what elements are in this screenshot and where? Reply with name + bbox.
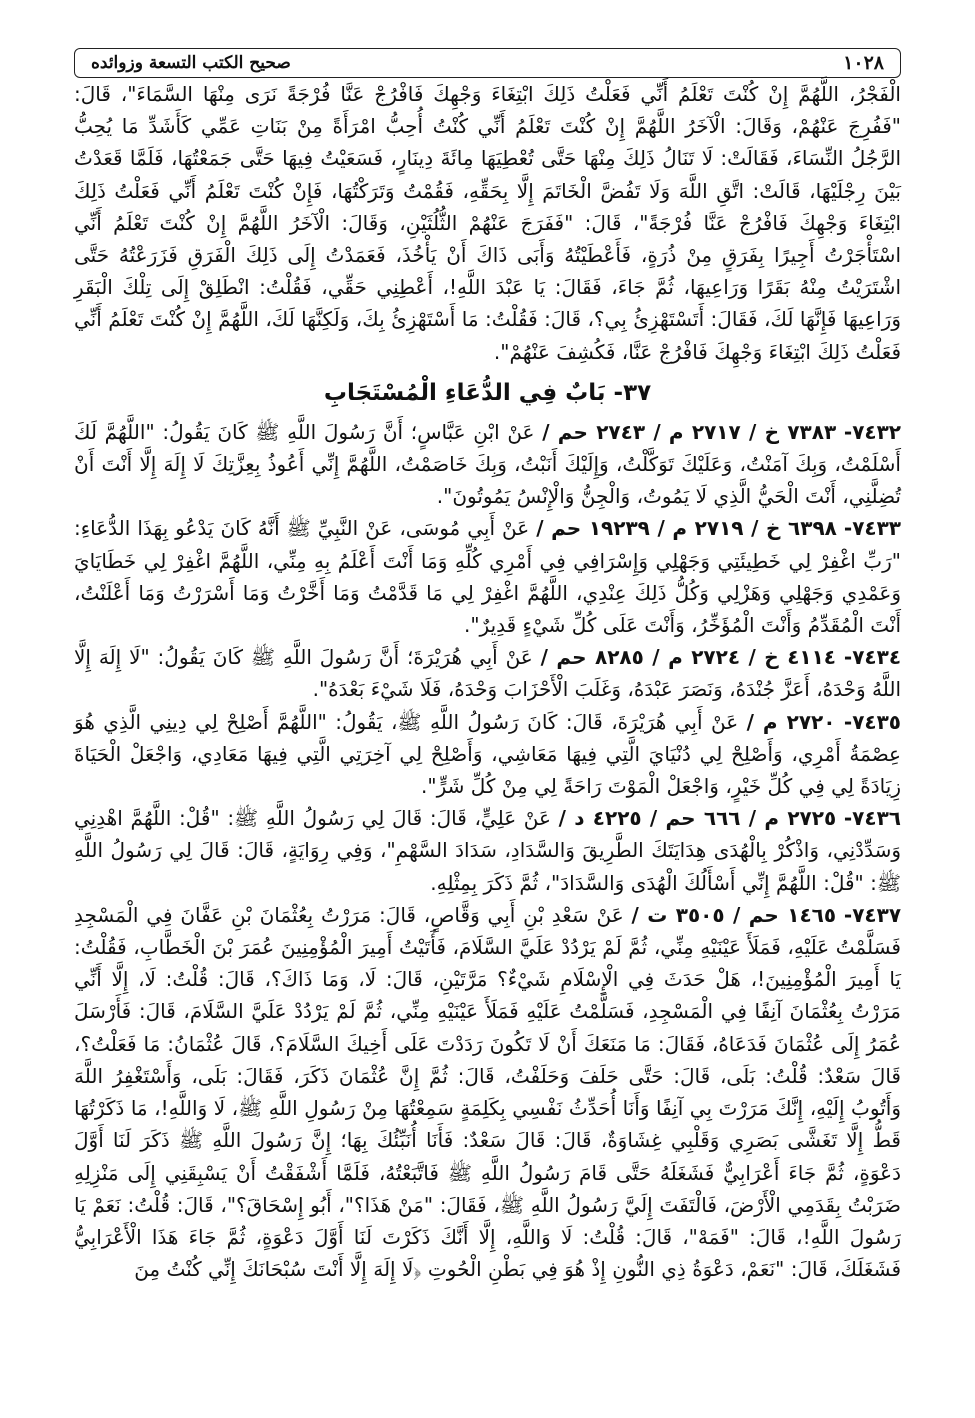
hadith-number: ٧٤٣٢-: [843, 419, 902, 444]
hadith-sources: ٢٧٢٠ م /: [746, 709, 836, 734]
hadith-sources: ٧٣٨٣ خ / ٢٧١٧ م / ٢٧٤٣ حم /: [542, 419, 837, 444]
hadith-7437: [74, 899, 901, 1285]
hadith-text: عَنْ سَعْدِ بْنِ أَبِي وَقَّاصٍ، قَالَ: مَرَرْتُ بِعُثْمَانَ بْنِ عَفَّانَ فِي الْمَسْجِدِ فَسَلَّمْتُ عَلَيْهِ، فَمَلَأَ عَيْنَيْهِ مِنِّي، ثُمَّ لَمْ يَرْدُدْ عَلَيَّ السَّلَامَ، فَأَتَيْتُ أَمِيرَ الْمُؤْمِنِينَ عُمَرَ بْنَ الْخَطَّابِ، فَقُلْتُ: يَا أَمِيرَ الْمُؤْمِنِينَ!، هَلْ حَدَثَ فِي الْإِسْلَامِ شَيْءٌ؟ مَرَّتَيْنِ، قَالَ: لَا، وَمَا ذَاكَ؟، قَالَ: قُلْتُ: لَا، إِلَّا أَنِّي مَرَرْتُ بِعُثْمَانَ آنِفًا فِي الْمَسْجِدِ، فَسَلَّمْتُ عَلَيْهِ فَمَلَأَ عَيْنَيْهِ مِنِّي، ثُمَّ لَمْ يَرْدُدْ عَلَيَّ السَّلَامَ، قَالَ: فَأَرْسَلَ عُمَرُ إِلَى عُثْمَانَ فَدَعَاهُ، فَقَالَ: مَا مَنَعَكَ أَنْ لَا تَكُونَ رَدَدْتَ عَلَى أَخِيكَ السَّلَامَ؟، قَالَ عُثْمَانُ: مَا فَعَلْتُ؟، قَالَ سَعْدٌ: قُلْتُ: بَلَى، قَالَ: حَتَّى حَلَفَ وَحَلَفْتُ، قَالَ: ثُمَّ إِنَّ عُثْمَانَ ذَكَرَ، فَقَالَ: بَلَى، وَأَسْتَغْفِرُ اللَّهَ وَأَتُوبُ إِلَيْهِ، إِنَّكَ مَرَرْتَ بِي آنِفًا وَأَنَا أُحَدِّثُ نَفْسِي بِكَلِمَةٍ سَمِعْتُهَا مِنْ رَسُولِ اللَّهِ ﷺ، لَا وَاللَّهِ!، مَا ذَكَرْتُهَا قَطُّ إِلَّا تَغَشَّى بَصَرِي وَقَلْبِي غِشَاوَةٌ، قَالَ: قَالَ سَعْدٌ: فَأَنَا أُنَبِّئُكَ بِهَا؛ إِنَّ رَسُولَ اللَّهِ ﷺ ذَكَرَ لَنَا أَوَّلَ دَعْوَةٍ، ثُمَّ جَاءَ أَعْرَابِيٌّ فَشَغَلَهُ حَتَّى قَامَ رَسُولُ اللَّهِ ﷺ فَاتَّبَعْتُهُ، فَلَمَّا أَشْفَقْتُ أَنْ يَسْبِقَنِي إِلَى مَنْزِلِهِ ضَرَبْتُ بِقَدَمِي الْأَرْضَ، فَالْتَفَتَ إِلَيَّ رَسُولُ اللَّهِ ﷺ، فَقَالَ: "مَنْ هَذَا؟"، أَبُو إِسْحَاقَ؟"، قَالَ: قُلْتُ: نَعَمْ يَا رَسُولَ اللَّهِ!، قَالَ: "فَمَهْ"، قَالَ: قُلْتُ: لَا وَاللَّهِ، إِلَّا أَنَّكَ ذَكَرْتَ لَنَا أَوَّلَ دَعْوَةٍ، ثُمَّ جَاءَ هَذَا الْأَعْرَابِيُّ فَشَغَلَكَ، قَالَ: "نَعَمْ، دَعْوَةُ ذِي النُّونِ إِذْ هُوَ فِي بَطْنِ الْحُوتِ ﴿لَا إِلَهَ إِلَّا أَنْتَ سُبْحَانَكَ إِنِّي كُنْتُ مِنَ: [74, 902, 901, 1282]
hadith-7436: [74, 802, 901, 899]
hadith-text: عَنْ ابْنِ عَبَّاسٍ؛ أَنَّ رَسُولَ اللَّهِ ﷺ كَانَ يَقُولُ: "اللَّهُمَّ لَكَ أَسْلَمْتُ، وَبِكَ آمَنْتُ، وَعَلَيْكَ تَوَكَّلْتُ، وَإِلَيْكَ أَنَبْتُ، وَبِكَ خَاصَمْتُ، اللَّهُمَّ إِنِّي أَعُوذُ بِعِزَّتِكَ لَا إِلَهَ إِلَّا أَنْتَ أَنْ تُضِلَّنِي، أَنْتَ الْحَيُّ الَّذِي لَا يَمُوتُ، وَالْجِنُّ وَالْإِنْسُ يَمُوتُونَ".: [74, 419, 901, 509]
hadith-sources: ٤١١٤ خ / ٢٧٢٤ م / ٨٢٨٥ حم /: [540, 645, 837, 670]
hadith-number: ٧٤٣٥-: [843, 709, 902, 734]
hadith-number: ٧٤٣٣-: [843, 516, 902, 541]
chapter-title: ٣٧- بَابٌ فِي الدُّعَاءِ الْمُسْتَجَابِ: [323, 379, 652, 406]
hadith-7433: [74, 512, 901, 641]
hadith-sources: ٦٣٩٨ خ / ٢٧١٩ م / ١٩٢٣٩ حم /: [536, 516, 837, 541]
hadith-text: عَنْ أَبِي هُرَيْرَةَ؛ أَنَّ رَسُولَ اللَّهِ ﷺ كَانَ يَقُولُ: "لَا إِلَهَ إِلَّا اللَّهُ وَحْدَهُ، أَعَزَّ جُنْدَهُ، وَنَصَرَ عَبْدَهُ، وَغَلَبَ الْأَحْزَابَ وَحْدَهُ، فَلَا شَيْءَ بَعْدَهُ".: [74, 645, 901, 702]
hadith-7434: [74, 641, 901, 705]
hadith-number: ٧٤٣٤-: [843, 645, 902, 670]
page-number: ١٠٢٨: [843, 52, 884, 74]
hadith-sources: ١٤٦٥ حم / ٣٥٠٥ ت /: [631, 902, 837, 927]
hadith-number: ٧٤٣٦-: [843, 806, 901, 831]
book-title: صحيح الكتب التسعة وزوائده: [91, 53, 291, 73]
page-header: [74, 48, 901, 78]
hadith-text: عَنْ أَبِي مُوسَى، عَنْ النَّبِيِّ ﷺ أَنَّهُ كَانَ يَدْعُو بِهَذَا الدُّعَاءِ: "رَبِّ اغْفِرْ لِي خَطِيئَتِي وَجَهْلِي وَإِسْرَافِي فِي أَمْرِي كُلِّهِ وَمَا أَنْتَ أَعْلَمُ بِهِ مِنِّي، اللَّهُمَّ اغْفِرْ لِي خَطَايَايَ وَعَمْدِي وَجَهْلِي وَهَزْلِي وَكُلُّ ذَلِكَ عِنْدِي، اللَّهُمَّ اغْفِرْ لِي مَا قَدَّمْتُ وَمَا أَخَّرْتُ وَمَا أَسْرَرْتُ وَمَا أَعْلَنْتُ، أَنْتَ الْمُقَدِّمُ وَأَنْتَ الْمُؤَخِّرُ، وَأَنْتَ عَلَى كُلِّ شَيْءٍ قَدِيرٌ".: [74, 516, 901, 638]
intro-paragraph: الْفَجْرُ، اللَّهُمَّ إِنْ كُنْتَ تَعْلَمُ أَنِّي فَعَلْتُ ذَلِكَ ابْتِغَاءَ وَجْهِكَ فَافْرُجْ عَنَّا فُرْجَةً نَرَى مِنْهَا السَّمَاءَ"، قَالَ: "فَفُرِجَ عَنْهُمْ، وَقَالَ: الْآخَرُ اللَّهُمَّ إِنْ كُنْتَ تَعْلَمُ أَنِّي كُنْتُ أُحِبُّ امْرَأَةً مِنْ بَنَاتِ عَمِّي كَأَشَدِّ مَا يُحِبُّ الرَّجُلُ النِّسَاءَ، فَقَالَتْ: لَا تَنَالُ ذَلِكَ مِنْهَا حَتَّى تُعْطِيَهَا مِائَةَ دِينَارٍ، فَسَعَيْتُ فِيهَا حَتَّى جَمَعْتُهَا، فَلَمَّا قَعَدْتُ بَيْنَ رِجْلَيْهَا، قَالَتْ: اتَّقِ اللَّهَ وَلَا تَفُضَّ الْخَاتَمَ إِلَّا بِحَقِّهِ، فَقُمْتُ وَتَرَكْتُهَا، فَإِنْ كُنْتَ تَعْلَمُ أَنِّي فَعَلْتُ ذَلِكَ ابْتِغَاءَ وَجْهِكَ فَافْرُجْ عَنَّا فُرْجَةً"، قَالَ: "فَفَرَجَ عَنْهُمْ الثُّلُثَيْنِ، وَقَالَ: الْآخَرُ اللَّهُمَّ إِنْ كُنْتَ تَعْلَمُ أَنِّي اسْتَأْجَرْتُ أَجِيرًا بِفَرَقٍ مِنْ ذُرَةٍ، فَأَعْطَيْتُهُ وَأَبَى ذَاكَ أَنْ يَأْخُذَ، فَعَمَدْتُ إِلَى ذَلِكَ الْفَرَقِ فَزَرَعْتُهُ حَتَّى اشْتَرَيْتُ مِنْهُ بَقَرًا وَرَاعِيهَا، ثُمَّ جَاءَ، فَقَالَ: يَا عَبْدَ اللَّهِ!، أَعْطِنِي حَقِّي، فَقُلْتُ: انْطَلِقْ إِلَى تِلْكَ الْبَقَرِ وَرَاعِيهَا فَإِنَّهَا لَكَ، فَقَالَ: أَتَسْتَهْزِئُ بِي؟، قَالَ: فَقُلْتُ: مَا أَسْتَهْزِئُ بِكَ، وَلَكِنَّهَا لَكَ، اللَّهُمَّ إِنْ كُنْتَ تَعْلَمُ أَنِّي فَعَلْتُ ذَلِكَ ابْتِغَاءَ وَجْهِكَ فَافْرُجْ عَنَّا، فَكُشِفَ عَنْهُمْ".: [74, 82, 901, 364]
page-body: [74, 78, 901, 1285]
hadith-7432: [74, 416, 901, 513]
hadith-sources: ٢٧٢٥ م / ٦٦٦ حم / ٤٢٢٥ د /: [558, 806, 837, 831]
hadith-text: عَنْ أَبِي هُرَيْرَةَ، قَالَ: كَانَ رَسُولُ اللَّهِ ﷺ، يَقُولُ: "اللَّهُمَّ أَصْلِحْ لِي دِينِي الَّذِي هُوَ عِصْمَةُ أَمْرِي، وَأَصْلِحْ لِي دُنْيَايَ الَّتِي فِيهَا مَعَاشِي، وَأَصْلِحْ لِي آخِرَتِي الَّتِي فِيهَا مَعَادِي، وَاجْعَلْ الْحَيَاةَ زِيَادَةً لِي فِي كُلِّ خَيْرٍ، وَاجْعَلْ الْمَوْتَ رَاحَةً لِي مِنْ كُلِّ شَرٍّ".: [74, 709, 901, 799]
hadith-text: عَنْ عَلِيٍّ، قَالَ: قَالَ لِي رَسُولُ اللَّهِ ﷺ: "قُلْ: اللَّهُمَّ اهْدِنِي وَسَدِّدْنِي، وَاذْكُرْ بِالْهُدَى هِدَايَتَكَ الطَّرِيقَ وَالسَّدَادِ، سَدَادَ السَّهْمِ"، وَفِي رِوَايَةٍ، قَالَ: قَالَ لِي رَسُولُ اللَّهِ ﷺ: "قُلْ: اللَّهُمَّ إِنِّي أَسْأَلُكَ الْهُدَى وَالسَّدَادَ"، ثُمَّ ذَكَرَ بِمِثْلِهِ.: [74, 806, 901, 895]
hadith-7435: [74, 706, 901, 803]
hadith-number: ٧٤٣٧-: [843, 902, 902, 927]
